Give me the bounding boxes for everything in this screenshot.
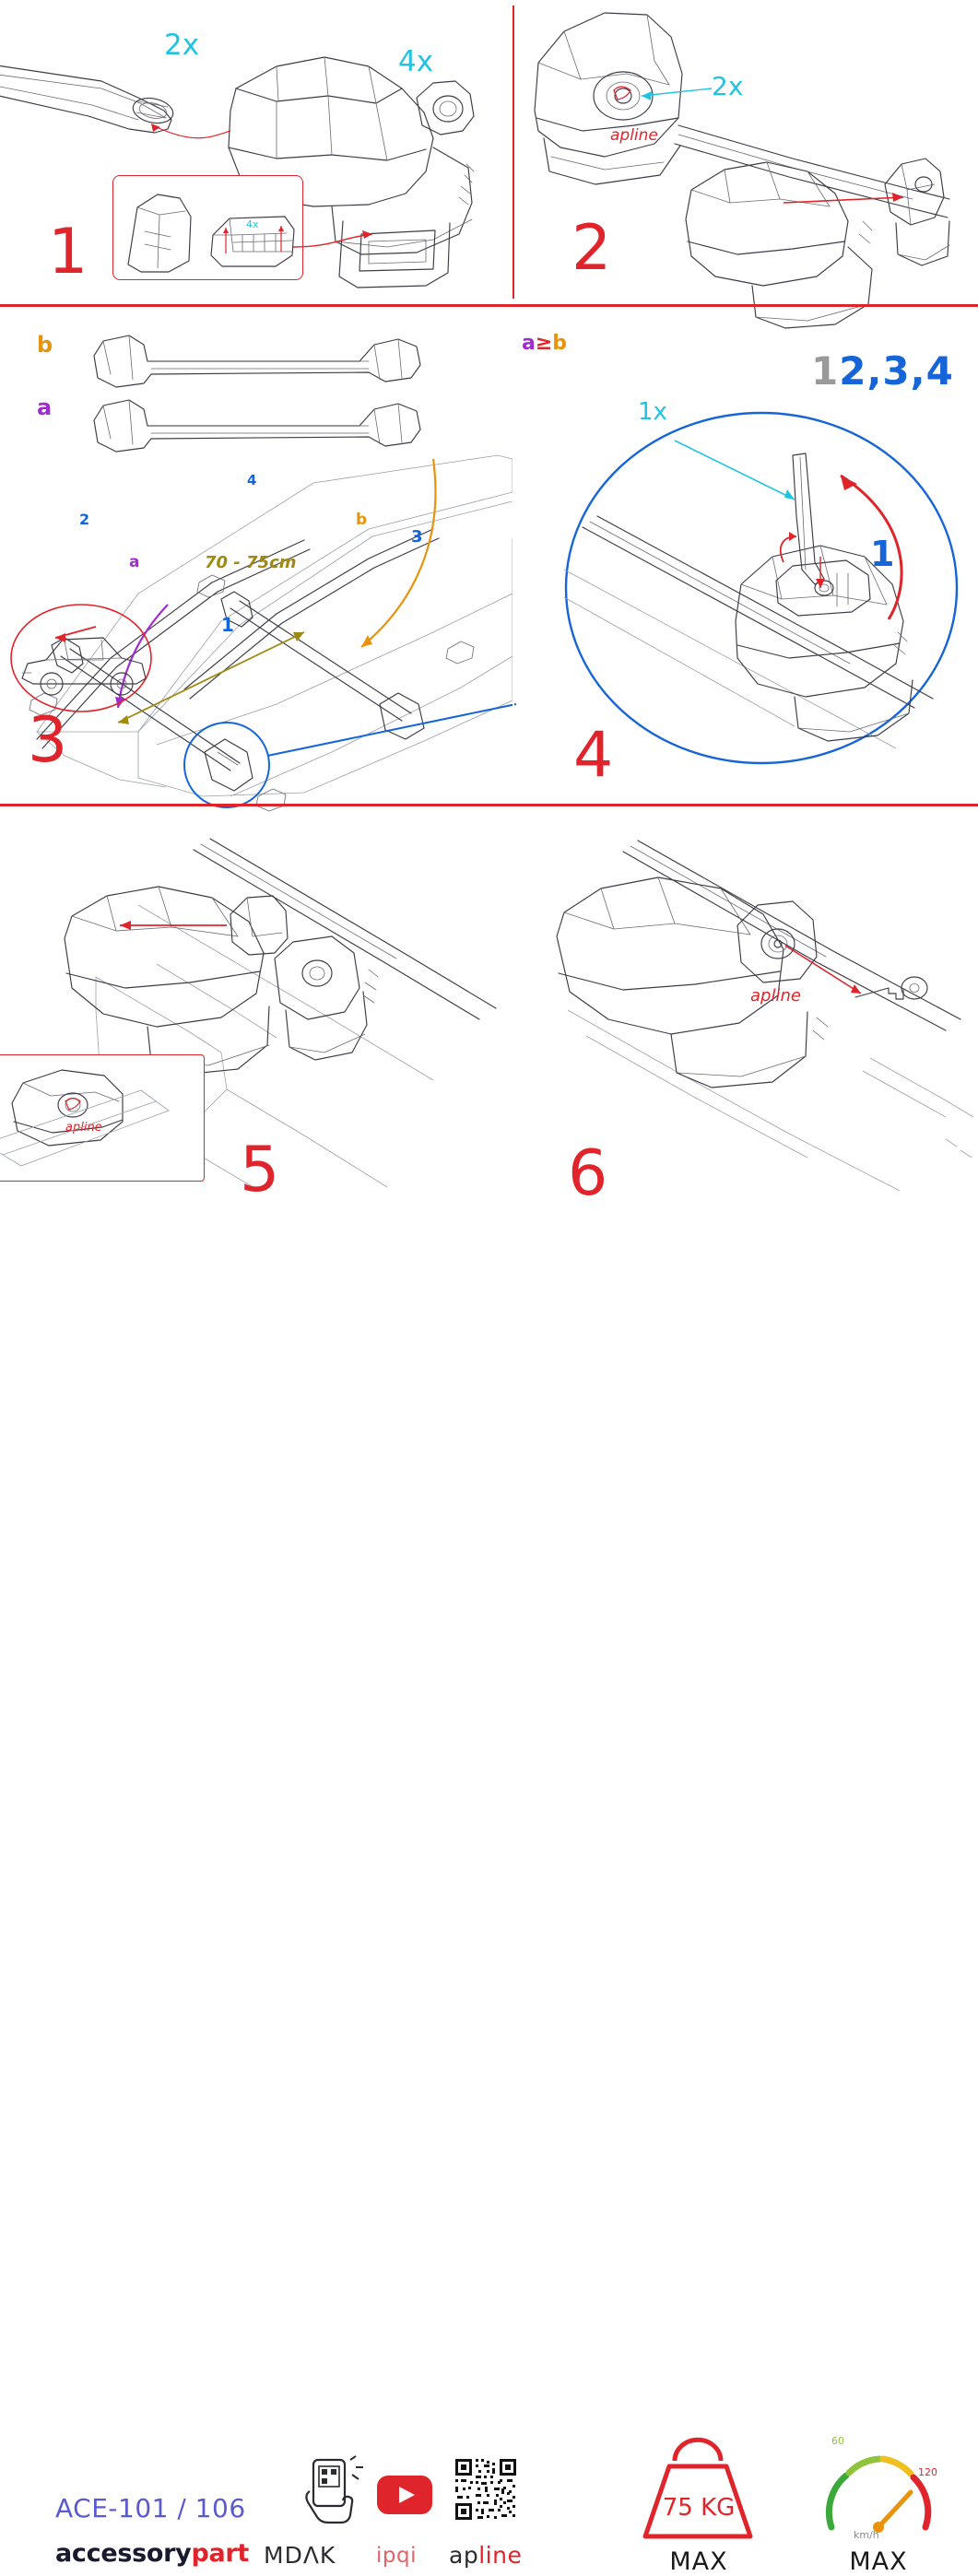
brand-part-2: part [191,2539,250,2568]
mdak-logo: MDΛK [264,2542,336,2569]
gauge-unit: km/h [854,2529,879,2541]
gauge-tick-60: 60 [831,2435,844,2447]
qr-code [454,2457,518,2522]
label-detail-order: 1 [870,534,895,574]
crossbar-b [94,335,420,387]
detail-foot-body [736,546,913,741]
label-foot-2: 2 [79,511,90,528]
inset-locked-foot [0,1070,169,1166]
section-divider-1 [0,304,978,307]
sequence-rest: 2,3,4 [839,348,954,394]
foot-upper [535,13,682,184]
max-load-value: 75 KG [662,2494,736,2522]
foot-lower [686,162,872,328]
step1-qty-4x: 4x [398,45,434,78]
inset-pointer-arrow [277,214,387,260]
vertical-divider-top [513,6,514,299]
step6-foot [557,877,828,1088]
car-side-view [22,638,146,695]
label-distance: 70 - 75cm [205,553,297,572]
apline-part-2: line [478,2542,523,2569]
label-tighten-sequence [811,348,954,394]
label-arrow-a: a [129,553,140,571]
step6-roof [568,841,973,1191]
gauge-tick-120: 120 [918,2466,937,2478]
rubber-pad-detail [128,194,294,272]
step-6-number: 6 [568,1137,609,1210]
label-torque-1x: 1x [638,398,667,426]
footer [0,1235,978,2576]
max-load-caption: MAX [669,2547,728,2576]
svg-text:apline: apline [65,1121,102,1135]
apline-part-1: ap [449,2542,479,2569]
section-top [0,0,978,304]
step-5-number: 5 [240,1134,281,1206]
label-foot-4: 4 [247,472,257,488]
step2-qty-2x: 2x [712,71,744,101]
crossbar-profile [0,65,175,133]
label-bar-b: b [37,332,53,358]
step-2-number: 2 [571,212,613,285]
brand-accessorypart [55,2539,249,2568]
vertical-divider-middle [513,312,514,798]
section-middle [0,308,978,804]
label-foot-1: 1 [221,614,234,636]
product-code: ACE-101 / 106 [55,2493,246,2523]
youtube-icon[interactable] [376,2475,433,2515]
brand-mark-apline: apline [610,126,658,145]
section-bottom [0,807,978,1231]
step-4-number: 4 [573,719,615,792]
end-cap [885,159,949,265]
label-bar-a: a [37,394,53,420]
sequence-first: 1 [811,348,840,394]
label-foot-3: 3 [411,527,423,547]
section-divider-2 [0,804,978,806]
apline-logo [449,2542,522,2569]
step-4-detail-illustration [564,407,970,792]
step6-brand-mark: apline [750,986,801,1006]
inset-qty-label: 4x [246,218,259,230]
step-1-inset [112,175,303,280]
ipqi-logo: ipqi [376,2544,417,2568]
max-speed-caption: MAX [849,2547,908,2576]
brand-part-1: accessory [55,2539,192,2568]
step1-qty-2x: 2x [164,29,200,62]
step-5-inset [0,1054,205,1182]
step5-foot [65,887,378,1075]
qr-scan-hand-icon [297,2454,371,2528]
step-3-number: 3 [28,704,69,777]
label-arrow-b: b [356,511,368,529]
step-1-number: 1 [48,216,89,288]
car-direction-thumbnail [7,599,155,717]
label-condition-ab: a≥b [522,332,568,355]
